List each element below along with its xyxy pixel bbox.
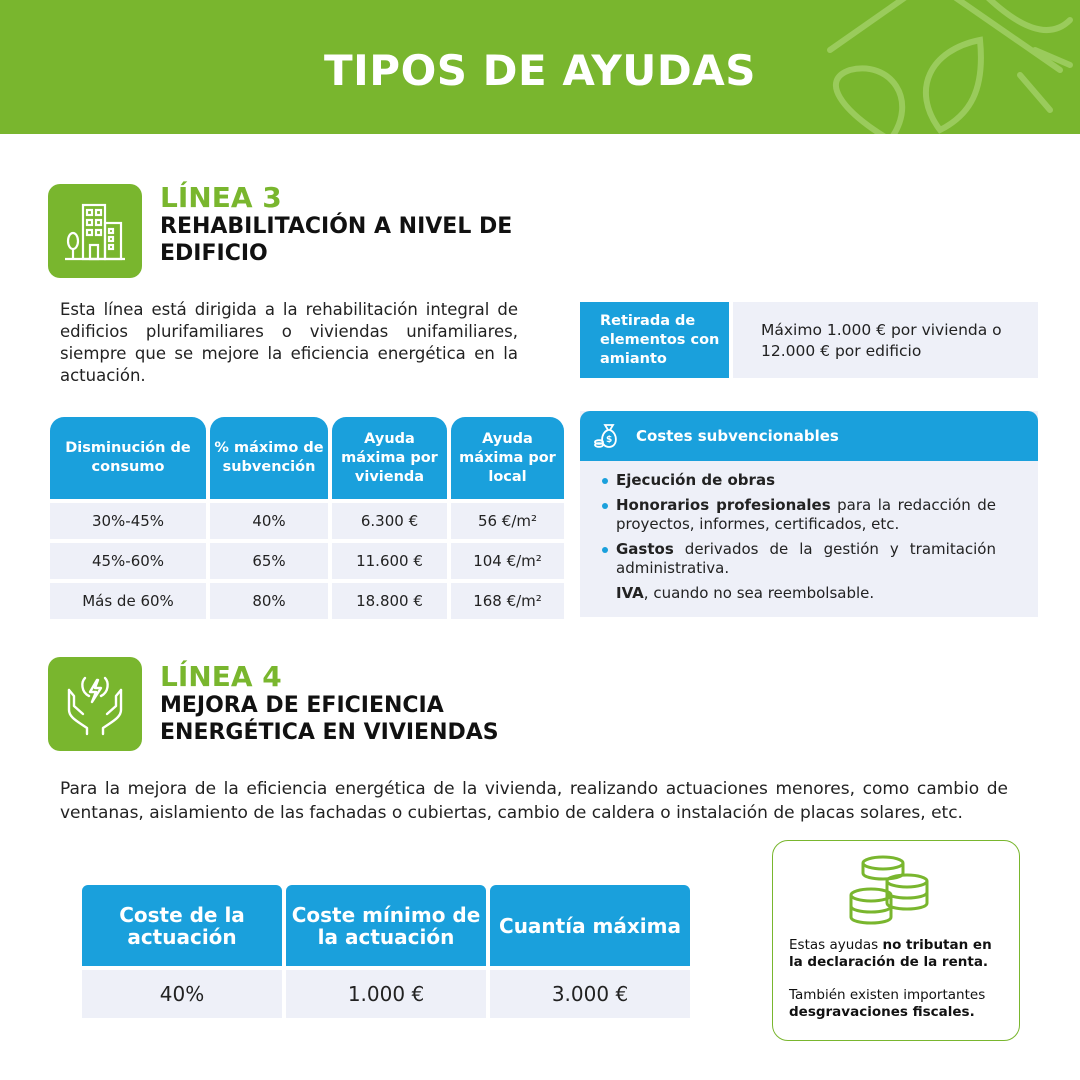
table-cell: 40% (82, 970, 282, 1018)
list-item: IVA, cuando no sea reembolsable. (616, 584, 875, 602)
table-row (50, 583, 564, 619)
amianto-value: Máximo 1.000 € por vivienda o 12.000 € por edificio (733, 302, 1038, 378)
linea4-table-header-row (82, 885, 690, 966)
linea3-table (46, 413, 568, 623)
table-cell: 30%-45% (50, 503, 206, 539)
linea4-heading (160, 662, 540, 746)
table-cell: 18.800 € (332, 583, 447, 619)
tax-line-2: También existen importantes desgravaciones fiscales. (789, 987, 986, 1020)
linea4-title: MEJORA DE EFICIENCIA ENERGÉTICA EN VIVIENDAS (160, 693, 499, 745)
linea4-description: Para la mejora de la eficiencia energética de la vivienda, realizando actuaciones menores, como cambio de ventanas, aislamiento de las fachadas o cubiertas, cambio de caldera o instalación de placas solares, etc. (60, 779, 1008, 823)
col-header: Disminución de consumo (50, 417, 206, 499)
costes-header (580, 411, 1038, 461)
table-cell: 65% (210, 543, 328, 579)
coins-icon (845, 851, 937, 925)
table-cell: 56 €/m² (451, 503, 564, 539)
table-cell: 11.600 € (332, 543, 447, 579)
linea3-table-header-row (50, 417, 564, 499)
linea3-description: Esta línea está dirigida a la rehabilitación integral de edificios plurifamiliares o viviendas unifamiliares, siempre que se mejore la eficiencia energética en la actuación. (60, 300, 518, 385)
table-cell: 40% (210, 503, 328, 539)
table-row (50, 503, 564, 539)
table-row (82, 970, 690, 1018)
col-header: Ayuda máxima por vivienda (332, 417, 447, 499)
table-cell: 80% (210, 583, 328, 619)
hands-energy-icon (48, 657, 142, 751)
amianto-box (580, 302, 1038, 378)
tax-info-box (772, 840, 1020, 1041)
linea3-heading (160, 183, 540, 267)
list-item: Gastos derivados de la gestión y tramitación administrativa. (616, 540, 996, 578)
linea4-table (78, 881, 694, 1022)
tax-text (789, 937, 1009, 1021)
table-cell: 104 €/m² (451, 543, 564, 579)
table-cell: 6.300 € (332, 503, 447, 539)
costes-title: Costes subvencionables (636, 427, 839, 445)
col-header: Cuantía máxima (490, 885, 690, 966)
costes-box (580, 411, 1038, 617)
table-cell: 45%-60% (50, 543, 206, 579)
tax-line-1: Estas ayudas no tributan en la declaración de la renta. (789, 937, 992, 970)
list-item: Ejecución de obras (616, 471, 996, 490)
table-cell: 1.000 € (286, 970, 486, 1018)
list-item: Honorarios profesionales para la redacción de proyectos, informes, certificados, etc. (616, 496, 996, 534)
table-cell: 168 €/m² (451, 583, 564, 619)
col-header: % máximo de subvención (210, 417, 328, 499)
header-banner (0, 0, 1080, 134)
col-header: Coste de la actuación (82, 885, 282, 966)
table-row (50, 543, 564, 579)
linea4-label: LÍNEA 4 (160, 660, 282, 693)
table-cell: 3.000 € (490, 970, 690, 1018)
money-bag-icon (594, 421, 624, 451)
linea3-label: LÍNEA 3 (160, 181, 282, 214)
page-title: TIPOS DE AYUDAS (324, 46, 756, 95)
col-header: Ayuda máxima por local (451, 417, 564, 499)
svg-text:$: $ (606, 435, 613, 445)
linea3-title: REHABILITACIÓN A NIVEL DE EDIFICIO (160, 214, 513, 266)
table-cell: Más de 60% (50, 583, 206, 619)
col-header: Coste mínimo de la actuación (286, 885, 486, 966)
amianto-label: Retirada de elementos con amianto (580, 302, 729, 378)
costes-list (580, 471, 996, 603)
building-icon (48, 184, 142, 278)
